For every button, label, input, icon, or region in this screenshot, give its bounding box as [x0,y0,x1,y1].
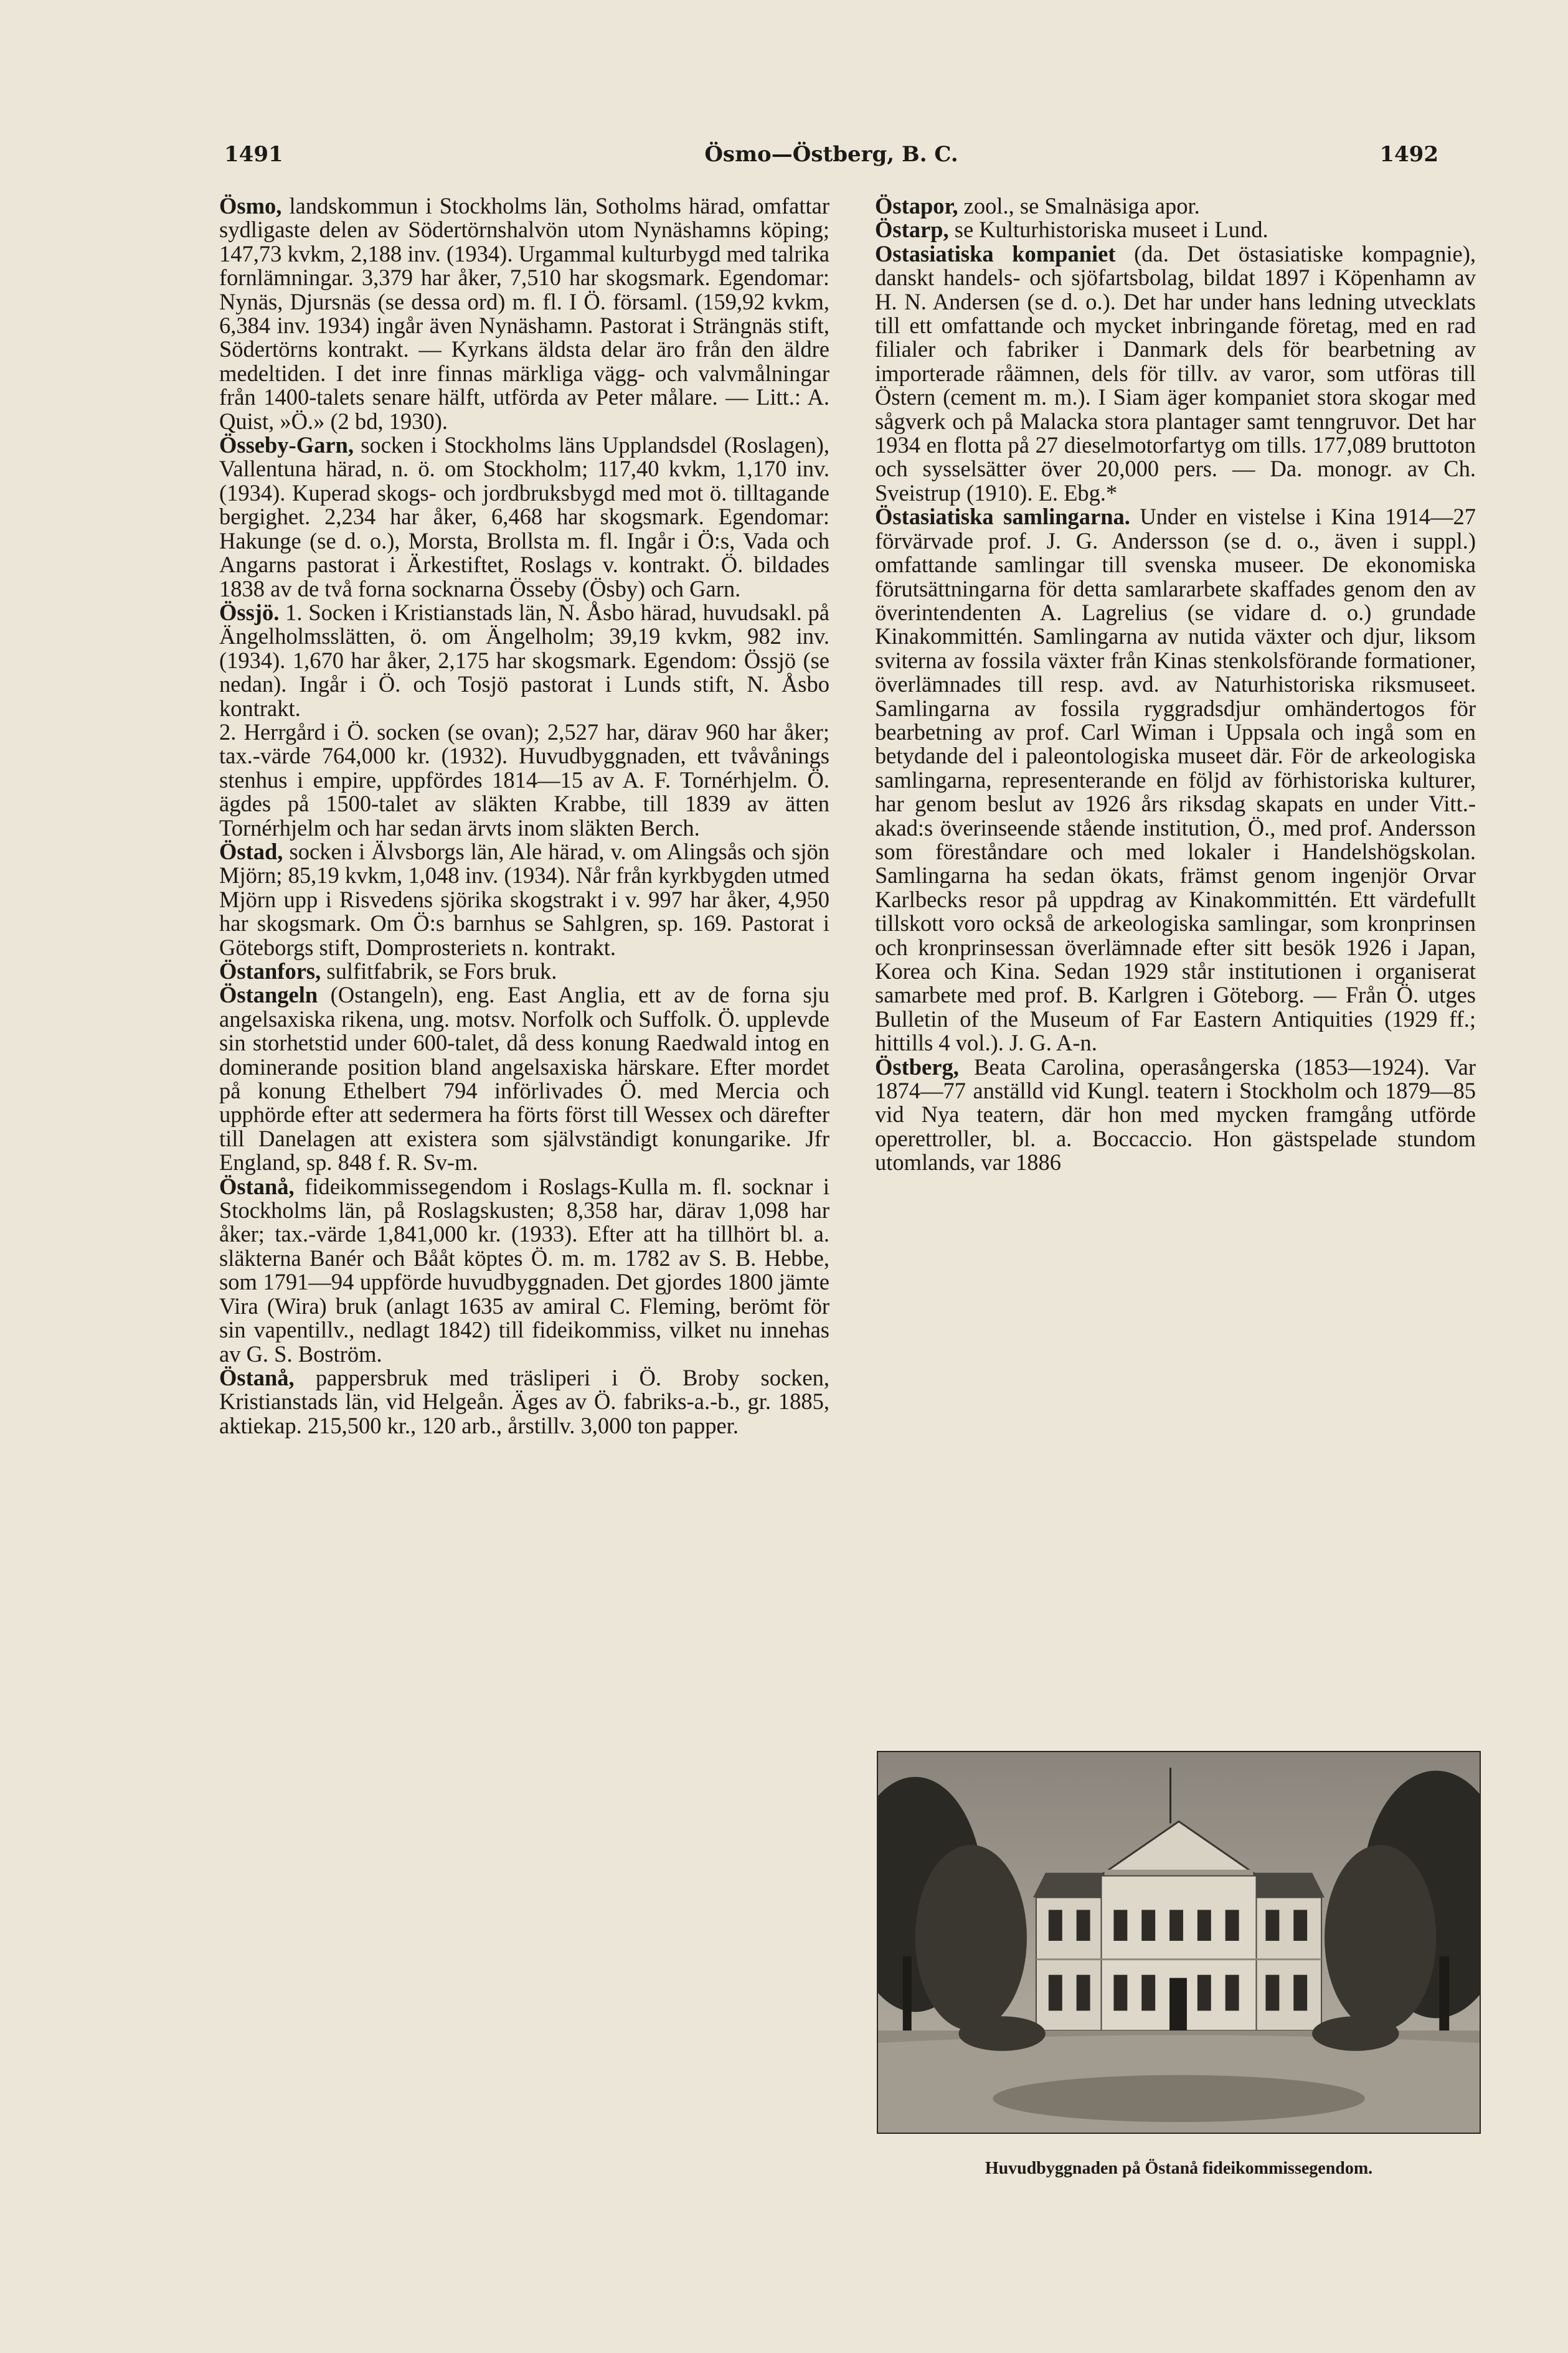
page-number-left: 1491 [224,142,283,167]
entry [219,960,829,983]
entry [875,1055,1476,1175]
entry [219,433,829,601]
entry-text: se Kulturhistoriska museet i Lund. [948,217,1268,243]
entry-text: zool., se Smalnäsiga apor. [958,193,1200,219]
headword: Östad, [219,838,283,864]
headword: Östarp, [875,217,949,243]
entry [219,720,829,840]
headword: Östapor, [875,193,958,219]
manor-house-photo [877,1751,1481,2134]
entry-text: Beata Carolina, operasångerska (1853—1924). Var 1874—77 anställd vid Kungl. teatern i Stockholm och 1879—85 vid Nya teatern, där hon med mycken framgång utförde operettroller, bl. a. Boccaccio. Hon gästspelade stundom utomlands, var 1886 [875,1054,1476,1176]
headword: Östanå, [219,1364,295,1390]
entry [219,840,829,960]
left-column [219,194,829,1438]
right-column [875,194,1476,1175]
entry [219,601,829,720]
entry-text: Under en vistelse i Kina 1914—27 förvärvade prof. J. G. Andersson (se d. o., även i suppl.) omfattande samlingar till svenska museer. De ekonomiska förutsättningarna för detta samlararbete skaffades genom den av överintendenten A. Lagrelius (se vidare d. o.) grundade Kinakommittén. Samlingarna av nutida växter och djur, liksom sviterna av fossila växter från Kinas stenkolsförande formationer, överlämnades till resp. avd. av Naturhistoriska riksmuseet. Samlingarna av fossila ryggradsdjur omhändertogos för bearbetning av prof. Carl Wiman i Uppsala och ingå som en betydande del i paleontologiska museet där. För de arkeologiska samlingarna, representerande en följd av förhistoriska kulturer, har genom beslut av 1926 års riksdag skapats en under Vitt.-akad:s överinseende stående institution, Ö., med prof. Andersson som föreståndare och med lokaler i Handelshögskolan. Samlingarna ha sedan ökats, främst genom ingenjör Orvar Karlbecks resor på uppdrag av Kinakommittén. Ett värdefullt tillskott voro också de arkeologiska samlingar, som kronprinsen och kronprinsessan överlämnade efter sitt besök 1926 i Japan, Korea och Kina. Sedan 1929 står institutionen i organiserat samarbete med prof. B. Karlgren i Göteborg. — Från Ö. utges Bulletin of the Museum of Far Eastern Antiquities (1929 ff.; hittills 4 vol.). J. G. A-n. [875,504,1476,1056]
headword: Östasiatiska samlingarna. [875,504,1130,530]
entry [219,1366,829,1438]
headword: Össeby-Garn, [219,432,354,458]
page-header [224,142,1438,173]
entry-text: fideikommissegendom i Roslags-Kulla m. fl. socknar i Stockholms län, på Roslagskusten; 8,358 har, därav 1,098 har åker; tax.-värde 1,841,000 kr. (1933). Efter att ha tillhört bl. a. släkterna Banér och Bååt köptes Ö. m. m. 1782 av S. B. Hebbe, som 1791—94 uppförde huvudbyggnaden. Det gjordes 1800 jämte Vira (Wira) bruk (anlagt 1635 av amiral C. Fleming, berömt för sin vapentillv., nedlagt 1842) till fideikommiss, vilket nu innehas av G. S. Boström. [219,1173,829,1367]
headword: Östanå, [219,1173,295,1199]
headword: Östangeln [219,982,318,1008]
page-number-right: 1492 [1379,142,1438,167]
figure-caption: Huvudbyggnaden på Östanå fideikommissegendom. [985,2159,1373,2178]
entry-text: socken i Stockholms läns Upplandsdel (Roslagen), Vallentuna härad, n. ö. om Stockholm; 117,40 kvkm, 1,170 inv. (1934). Kuperad skogs- och jordbruksbygd med mot ö. tilltagande bergighet. 2,234 har åker, 6,468 har skogsmark. Egendomar: Hakunge (se d. o.), Morsta, Brollsta m. fl. Ingår i Ö:s, Vada och Angarns pastorat i Ärkestiftet, Roslags v. kontrakt. Ö. bildades 1838 av de två forna socknarna Össeby (Ösby) och Garn. [219,432,829,601]
entry-text: sulfitfabrik, se Fors bruk. [321,958,557,984]
headword: Östberg, [875,1054,959,1080]
entry [875,505,1476,1055]
running-title: Ösmo—Östberg, B. C. [704,142,958,167]
headword: Ösmo, [219,193,282,219]
entry-text: (Ostangeln), eng. East Anglia, ett av de forna sju angelsaxiska rikena, ung. motsv. Norfolk och Suffolk. Ö. upplevde sin storhetstid under 600-talet, då dess konung Raedwald intog en dominerande position bland angelsaxiska härskare. Efter mordet på konung Ethelbert 794 införlivades Ö. med Mercia och upphörde efter att sedermera ha förts först till Wessex och därefter till Danelagen att existera som självständigt konungarike. Jfr England, sp. 848 f. R. Sv-m. [219,982,829,1176]
entry [219,1175,829,1366]
headword: Ostasiatiska kompaniet [875,240,1116,266]
entry [875,242,1476,505]
entry-text: landskommun i Stockholms län, Sotholms härad, omfattar sydligaste delen av Södertörnshalvön utom Nynäshamns köping; 147,73 kvkm, 2,188 inv. (1934). Urgammal kulturbygd med talrika fornlämningar. 3,379 har åker, 7,510 har skogsmark. Egendomar: Nynäs, Djursnäs (se dessa ord) m. fl. I Ö. församl. (159,92 kvkm, 6,384 inv. 1934) ingår även Nynäshamn. Pastorat i Strängnäs stift, Södertörns kontrakt. — Kyrkans äldsta delar äro från den äldre medeltiden. I det inre finnas märkliga vägg- och valvmålningar från 1400-talets senare hälft, utförda av Peter målare. — Litt.: A. Quist, »Ö.» (2 bd, 1930). [219,193,829,434]
entry-text: pappersbruk med träsliperi i Ö. Broby socken, Kristianstads län, vid Helgeån. Äges av Ö. fabriks-a.-b., gr. 1885, aktiekap. 215,500 kr., 120 arb., årstillv. 3,000 ton papper. [219,1364,829,1438]
entry [875,194,1476,218]
headword: Össjö. [219,599,280,625]
headword: Östanfors, [219,958,321,984]
entry [219,194,829,433]
entry-text: 1. Socken i Kristianstads län, N. Åsbo härad, huvudsakl. på Ängelholmsslätten, ö. om Ängelholm; 39,19 kvkm, 982 inv. (1934). 1,670 har åker, 2,175 har skogsmark. Egendom: Össjö (se nedan). Ingår i Ö. och Tosjö pastorat i Lunds stift, N. Åsbo kontrakt. [219,599,829,721]
entry-text: 2. Herrgård i Ö. socken (se ovan); 2,527 har, därav 960 har åker; tax.-värde 764,000 kr. (1932). Huvudbyggnaden, ett tvåvånings stenhus i empire, uppfördes 1814—15 av A. F. Tornérhjelm. Ö. ägdes på 1500-talet av släkten Krabbe, till 1839 av ätten Tornérhjelm och har sedan ärvts inom släkten Berch. [219,719,829,841]
entry-text: socken i Älvsborgs län, Ale härad, v. om Alingsås och sjön Mjörn; 85,19 kvkm, 1,048 inv. (1934). Når från kyrkbygden utmed Mjörn upp i Risvedens sjörika skogstrakt i v. 997 har åker, 4,950 har skogsmark. Om Ö:s barnhus se Sahlgren, sp. 169. Pastorat i Göteborgs stift, Domprosteriets n. kontrakt. [219,838,829,960]
entry [875,218,1476,242]
entry [219,983,829,1174]
entry-text: (da. Det östasiatiske kompagnie), danskt handels- och sjöfartsbolag, bildat 1897 i Köpenhamn av H. N. Andersen (se d. o.). Det har under hans ledning utvecklats till ett omfattande och mycket inbringande företag, med en rad filialer och fabriker i Danmark dels för bearbetning av importerade råämnen, dels för tillv. av varor, som utföras till Östern (cement m. m.). I Siam äger kompaniet stora skogar med sågverk och på Malacka stora plantager samt tenngruvor. Det har 1934 en flotta på 27 dieselmotorfartyg om tills. 177,089 bruttoton och sysselsätter över 20,000 pers. — Da. monogr. av Ch. Sveistrup (1910). E. Ebg.* [875,240,1476,506]
figure [877,1751,1481,2179]
